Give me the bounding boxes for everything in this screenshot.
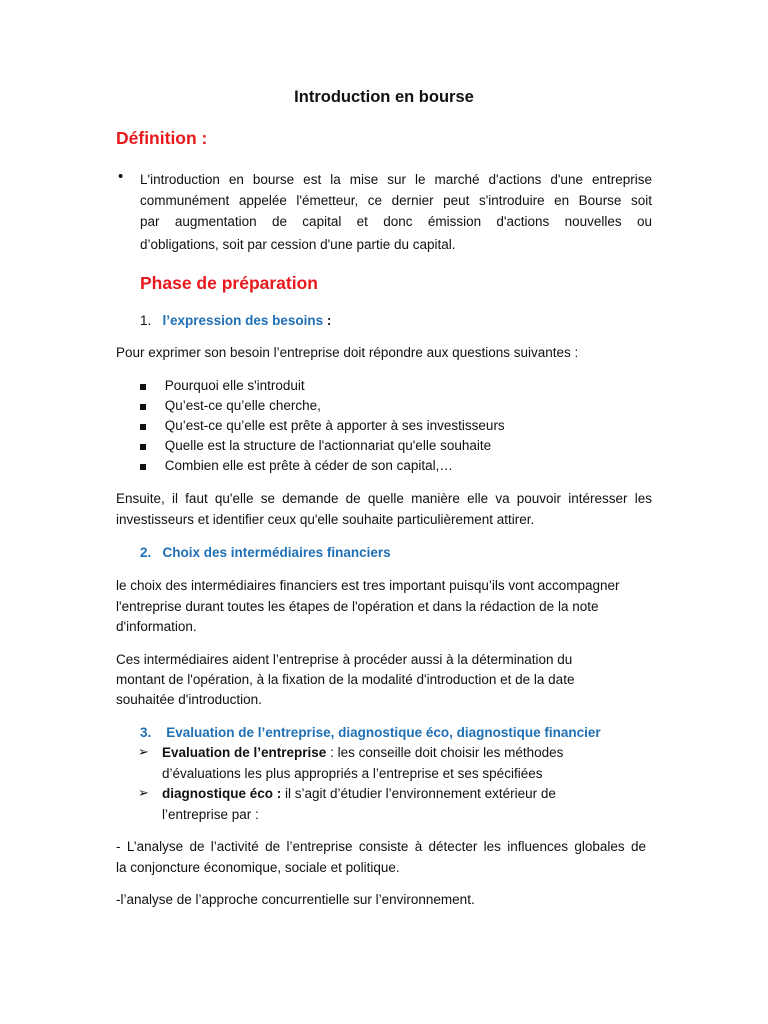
section-3-item-1-line-2: d’évaluations les plus appropriés a l’entreprise et ses spécifiées [162,766,543,781]
section-1-heading [140,311,331,331]
definition-line-1: L'introduction en bourse est la mise sur le marché d'actions d'une entreprise [140,172,652,187]
definition-line-2: communément appelée l'émetteur, ce dernier peut s'introduire en Bourse soit [140,193,652,208]
section-1-paragraph-line-2: investisseurs et identifier ceux qu'elle souhaite particulièrement attirer. [116,512,535,527]
section-3-item-1-label: Evaluation de l’entreprise [162,745,327,760]
questions-list [140,376,505,476]
section-3-p2: -l’analyse de l’approche concurrentielle sur l’environnement. [116,892,475,907]
list-item: Quelle est la structure de l'actionnariat qu'elle souhaite [140,436,505,456]
square-bullet-icon [140,384,146,390]
section-3-number: 3. [140,725,152,740]
list-item: Combien elle est prête à céder de son capital,… [140,456,505,476]
list-item: Qu’est-ce qu’elle est prête à apporter à ses investisseurs [140,416,505,436]
section-3-title: Evaluation de l’entreprise, diagnostique éco, diagnostique financier [166,725,601,740]
list-item: Pourquoi elle s'introduit [140,376,505,396]
section-1-paragraph-line-1: Ensuite, il faut qu'elle se demande de quelle manière elle va pouvoir intéresser les [116,491,652,506]
section-3-item-2-line-1 [162,784,556,804]
section-3-item-1-text: : les conseille doit choisir les méthodes [326,745,564,760]
section-3-item-1-line-1 [162,743,563,763]
section-2-p1-line-2: l'entreprise durant toutes les étapes de l'opération et dans la rédaction de la note [116,599,599,614]
square-bullet-icon [140,424,146,430]
section-1-intro: Pour exprimer son besoin l’entreprise doit répondre aux questions suivantes : [116,345,579,360]
section-2-p1-line-1: le choix des intermédiaires financiers est tres important puisqu’ils vont accompagner [116,578,620,593]
section-2-heading [140,543,391,563]
section-1-colon: : [323,313,332,328]
section-2-title: Choix des intermédiaires financiers [162,545,391,560]
section-2-p2-line-3: souhaitée d'introduction. [116,692,262,707]
section-2-p1-line-3: d'information. [116,619,197,634]
bullet-icon: • [118,168,124,185]
section-2-p2-line-2: montant de l'opération, à la fixation de la modalité d'introduction et de la date [116,672,575,687]
page-title: Introduction en bourse [294,88,474,106]
section-1-title: l’expression des besoins [162,313,324,328]
square-bullet-icon [140,444,146,450]
section-3-p1-line-1: - L’analyse de l’activité de l’entreprise consiste à détecter les influences globales de [116,839,646,854]
arrow-bullet-icon: ➢ [138,785,149,800]
heading-phase-preparation: Phase de préparation [140,273,318,293]
square-bullet-icon [140,464,146,470]
section-3-item-2-label: diagnostique éco : [162,786,282,801]
arrow-bullet-icon: ➢ [138,744,149,759]
list-item: Qu’est-ce qu’elle cherche, [140,396,505,416]
section-3-p1-line-2: la conjoncture économique, sociale et politique. [116,860,400,875]
heading-definition: Définition : [116,128,208,148]
definition-line-3: par augmentation de capital et donc émission d'actions nouvelles ou [140,214,652,229]
definition-line-4 [140,235,456,255]
square-bullet-icon [140,404,146,410]
definition-line-4-text: d’obligations, soit par cession d'une partie du capital. [140,237,456,252]
section-1-number: 1. [140,313,152,328]
section-2-number: 2. [140,545,152,560]
section-2-p2-line-1: Ces intermédiaires aident l’entreprise à procéder aussi à la détermination du [116,652,573,667]
section-3-item-2-text: il s’agit d’étudier l’environnement extérieur de [281,786,556,801]
section-3-item-2-line-2: l’entreprise par : [162,807,259,822]
section-3-heading [140,723,601,743]
